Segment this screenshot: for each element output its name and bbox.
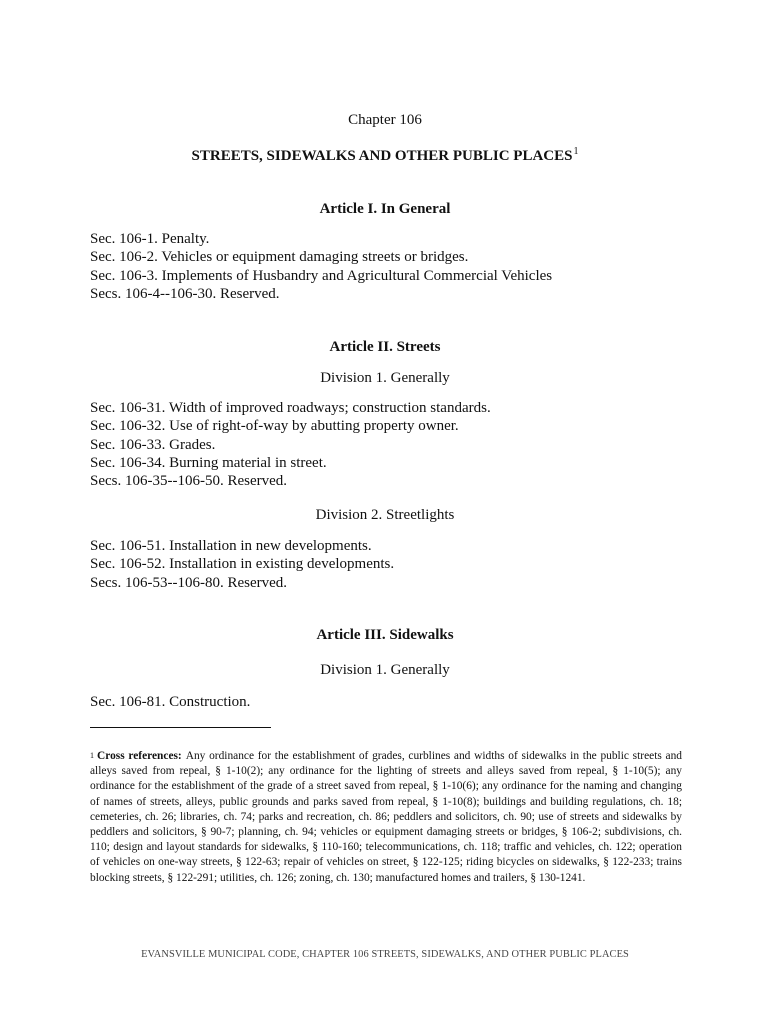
title-footnote-mark[interactable]: 1 [573,146,579,157]
section-entry: Secs. 106-53--106-80. Reserved. [90,574,288,591]
section-entry: Sec. 106-51. Installation in new developments. [90,538,372,554]
section-entry: Sec. 106-81. Construction. [90,694,251,710]
footnote [90,749,682,886]
section-entry: Sec. 106-31. Width of improved roadways; construction standards. [90,400,491,416]
article-3-heading: Article III. Sidewalks [316,627,454,643]
chapter-number: Chapter 106 [348,112,422,128]
article-3-division-1-heading: Division 1. Generally [320,662,450,678]
article-2-division-1-heading: Division 1. Generally [320,370,450,386]
article-2-division-2-section-list [90,537,394,592]
section-entry: Sec. 106-34. Burning material in street. [90,454,327,471]
article-2-division-2-heading: Division 2. Streetlights [315,507,455,523]
article-2-heading: Article II. Streets [329,339,441,355]
chapter-title-text: STREETS, SIDEWALKS AND OTHER PUBLIC PLACES [191,148,573,164]
article-3-division-1-section-list [90,693,250,711]
section-entry: Secs. 106-35--106-50. Reserved. [90,473,288,490]
footnote-text: Any ordinance for the establishment of grades, curblines and widths of sidewalks in the public streets and alleys saved from repeal, § 1-10(2); any ordinance for the lighting of streets and alleys saved from repeal, § 1-10(5); any ordinance for the establishment of the grade of a street saved from repeal, § 1-10(6); any ordinance for the naming and changing of names of streets, alleys, public grounds and parks saved from repeal, § 1-10(8); buildings and building regulations, ch. 18; cemeteries, ch. 26; libraries, ch. 74; parks and recreation, ch. 86; peddlers and solicitors, ch. 90; use of streets and sidewalks by peddlers and solicitors, § 90-7; planning, ch. 94; vehicles or equipment damaging streets or bridges, § 106-2; subdivisions, ch. 110; design and layout standards for sidewalks, § 110-160; telecommunications, ch. 118; traffic and vehicles, ch. 122; operation of vehicles on one-way streets, § 122-63; repair of vehicles on street, § 122-125; riding bicycles on sidewalks, § 122-233; trains blocking streets, § 122-291; utilities, ch. 126; zoning, ch. 130; manufactured homes and trailers, § 130-1241. [90,750,682,884]
section-entry: Sec. 106-32. Use of right-of-way by abutting property owner. [90,418,459,435]
footnote-separator [90,727,271,728]
chapter-title [0,148,770,165]
footnote-mark: 1 [90,751,94,760]
section-entry: Sec. 106-33. Grades. [90,436,216,453]
article-2-division-1-section-list [90,399,491,490]
footnote-label: Cross references: [97,750,182,762]
page-footer: EVANSVILLE MUNICIPAL CODE, CHAPTER 106 STREETS, SIDEWALKS, AND OTHER PUBLIC PLACES [141,949,629,960]
section-entry: Sec. 106-3. Implements of Husbandry and Agricultural Commercial Vehicles [90,267,553,284]
article-1-section-list [90,230,552,303]
section-entry: Sec. 106-2. Vehicles or equipment damaging streets or bridges. [90,249,469,266]
article-1-heading: Article I. In General [319,201,451,217]
section-entry: Sec. 106-1. Penalty. [90,231,210,247]
section-entry: Sec. 106-52. Installation in existing developments. [90,556,395,573]
section-entry: Secs. 106-4--106-30. Reserved. [90,285,280,302]
